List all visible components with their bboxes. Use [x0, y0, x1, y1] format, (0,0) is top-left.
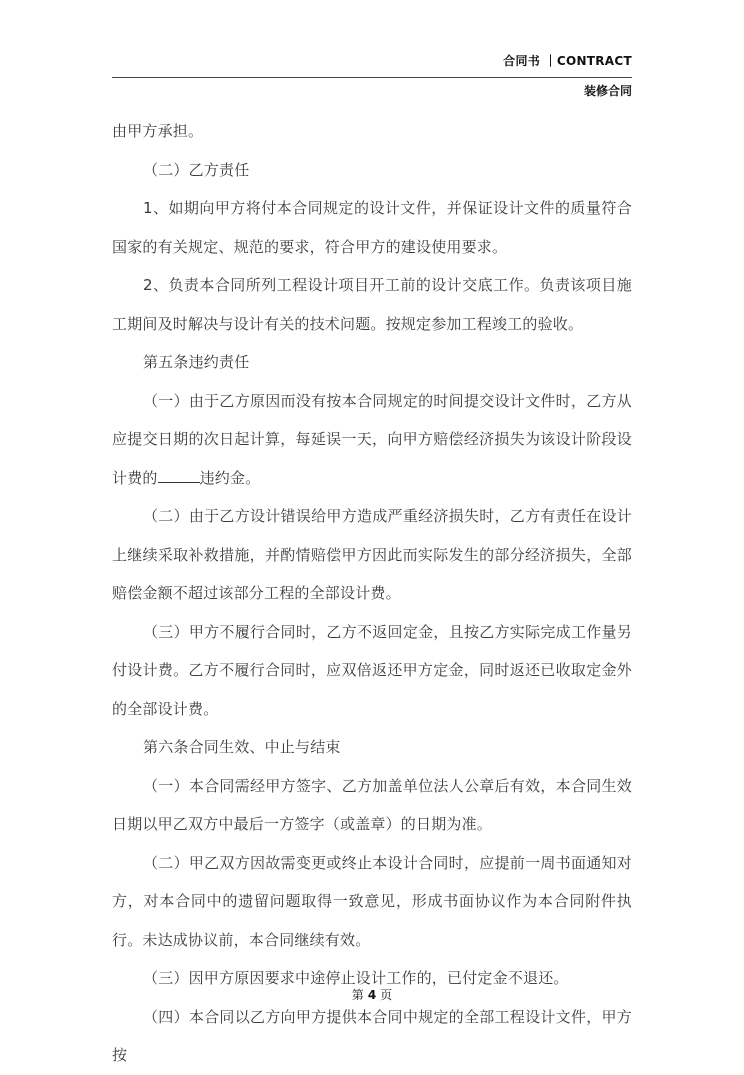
- document-body: [112, 112, 632, 1075]
- paragraph-effect-1: （一）本合同需经甲方签字、乙方加盖单位法人公章后有效，本合同生效日期以甲乙双方中最后一方签字（或盖章）的日期为准。: [112, 776, 632, 833]
- breach-1-text: （一）由于乙方原因而没有按本合同规定的时间提交设计文件时，乙方从应提交日期的次日起计算，每延误一天，向甲方赔偿经济损失为该设计阶段设计费的: [112, 391, 632, 487]
- paragraph-breach-3: （三）甲方不履行合同时，乙方不返回定金，且按乙方实际完成工作量另付设计费。乙方不履行合同时，应双倍返还甲方定金，同时返还已收取定金外的全部设计费。: [112, 622, 632, 718]
- header-title: 合同书 ｜CONTRACT: [503, 54, 632, 68]
- page-footer: [0, 986, 744, 1003]
- page-number: 4: [367, 988, 377, 1002]
- paragraph-continuation: 由甲方承担。: [112, 122, 204, 140]
- fill-in-blank[interactable]: [158, 468, 200, 483]
- paragraph-effect-2: （二）甲乙双方因故需变更或终止本设计合同时，应提前一周书面通知对方，对本合同中的遗留问题取得一致意见，形成书面协议作为本合同附件执行。未达成协议前，本合同继续有效。: [112, 853, 632, 949]
- paragraph-party-b-item-2: 2、负责本合同所列工程设计项目开工前的设计交底工作。负责该项目施工期间及时解决与设计有关的技术问题。按规定参加工程竣工的验收。: [112, 276, 632, 333]
- paragraph-effect-4: （四）本合同以乙方向甲方提供本合同中规定的全部工程设计文件，甲方按: [112, 1007, 632, 1064]
- header-rule: [112, 77, 632, 78]
- article-heading-6: 第六条合同生效、中止与结束: [143, 738, 341, 756]
- footer-prefix: 第: [351, 988, 364, 1002]
- breach-1-tail: 违约金。: [199, 468, 261, 487]
- paragraph-breach-2: （二）由于乙方设计错误给甲方造成严重经济损失时，乙方有责任在设计上继续采取补救措施，并酌情赔偿甲方因此而实际发生的部分经济损失，全部赔偿金额不超过该部分工程的全部设计费。: [112, 507, 632, 602]
- footer-suffix: 页: [380, 988, 393, 1002]
- page-header: [112, 52, 632, 98]
- paragraph-effect-3: （三）因甲方原因要求中途停止设计工作的，已付定金不退还。: [143, 969, 569, 987]
- section-heading-party-b-responsibility: （二）乙方责任: [143, 160, 250, 179]
- article-heading-5: 第五条违约责任: [143, 353, 250, 371]
- paragraph-breach-1: [112, 382, 632, 498]
- header-subtitle: 装修合同: [583, 84, 632, 98]
- paragraph-party-b-item-1: 1、如期向甲方将付本合同规定的设计文件，并保证设计文件的质量符合国家的有关规定、规范的要求，符合甲方的建设使用要求。: [112, 199, 632, 256]
